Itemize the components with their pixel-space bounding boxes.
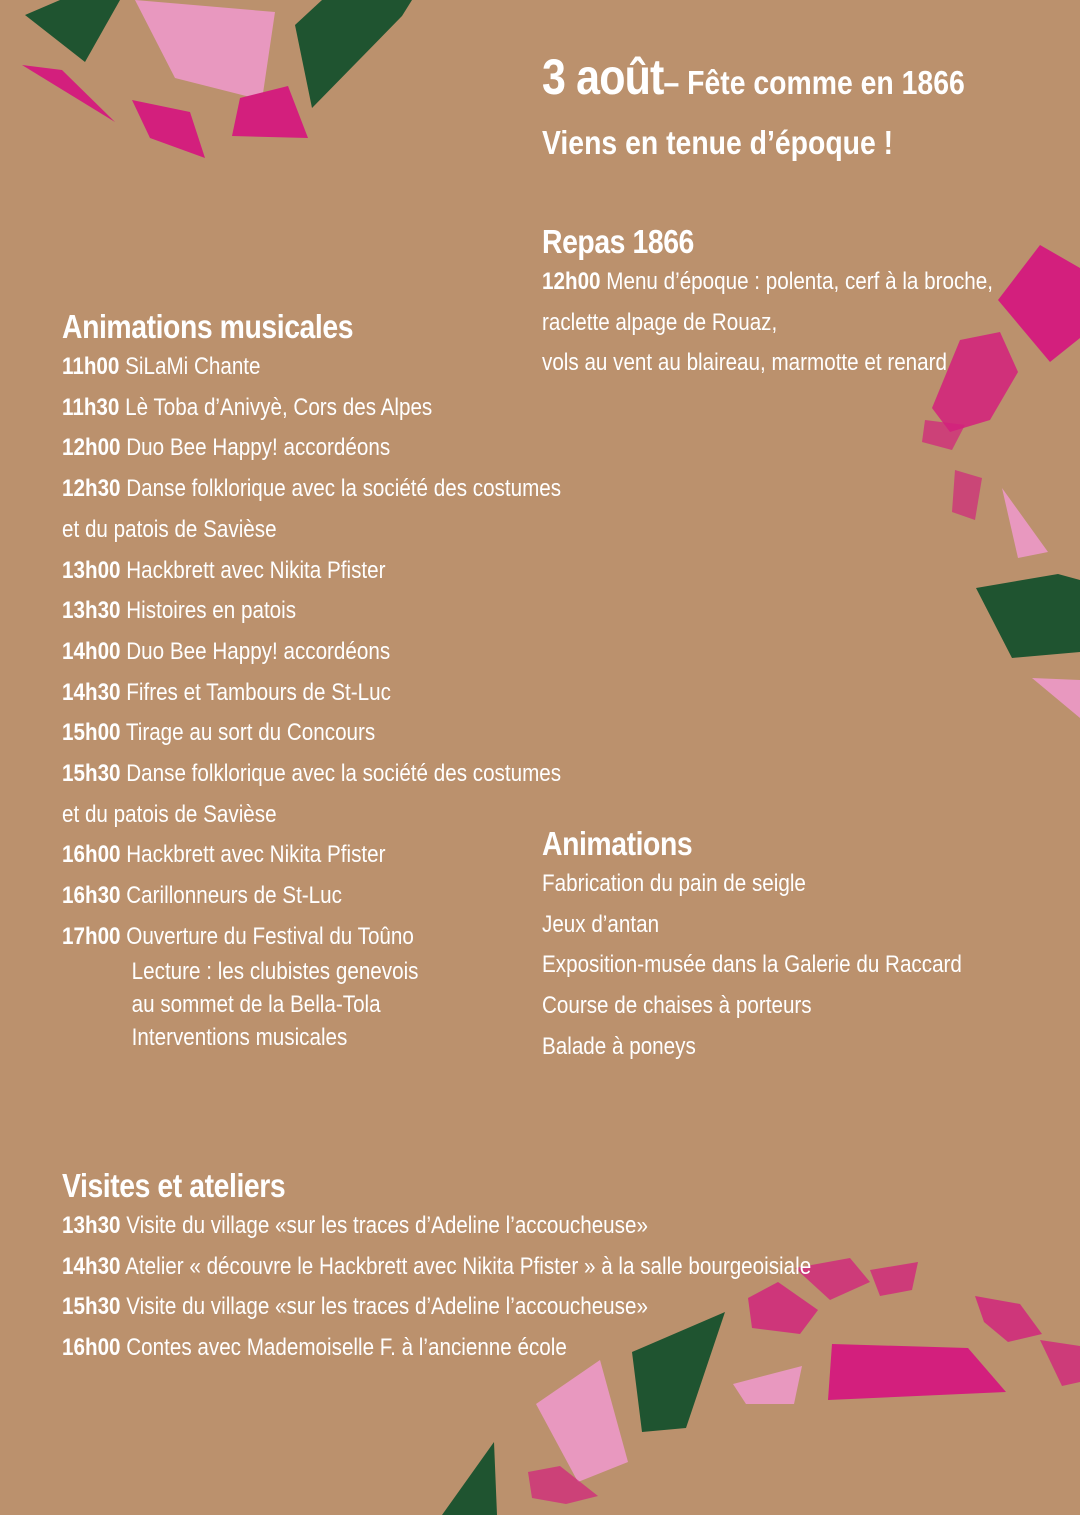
header (542, 46, 1034, 165)
schedule-item (62, 347, 561, 388)
schedule-item-time: 13h00 (62, 556, 121, 584)
schedule-item (62, 510, 561, 551)
animations-heading: Animations (542, 825, 693, 862)
repas-time: 12h00 (542, 268, 601, 295)
schedule-item-text: et du patois de Savièse (62, 800, 277, 828)
visites-list (62, 1206, 933, 1369)
visit-item-text: Visite du village «sur les traces d’Adeline l’accoucheuse» (126, 1293, 648, 1321)
schedule-item-time: 12h00 (62, 434, 121, 462)
repas-line (542, 262, 993, 303)
schedule-item-time: 11h00 (62, 353, 120, 380)
schedule-item-text: Hackbrett avec Nikita Pfister (126, 556, 386, 584)
musicales-subline: Lecture : les clubistes genevois (131, 957, 419, 985)
schedule-item-time: 16h30 (62, 882, 121, 910)
musicales-subline: au sommet de la Bella-Tola (131, 990, 381, 1018)
event-subtitle: Viens en tenue d’époque ! (542, 124, 894, 161)
animations-item: Balade à poneys (542, 1032, 696, 1060)
schedule-item-text: Duo Bee Happy! accordéons (126, 637, 391, 665)
schedule-item-text: Duo Bee Happy! accordéons (126, 434, 391, 462)
repas-line: raclette alpage de Rouaz, (542, 308, 778, 336)
schedule-item (62, 428, 561, 469)
animations-item: Exposition-musée dans la Galerie du Raccard (542, 951, 962, 979)
visit-item (62, 1328, 811, 1369)
visit-item-text: Atelier « découvre le Hackbrett avec Nikita Pfister » à la salle bourgeoisiale (125, 1252, 812, 1280)
visit-item (62, 1287, 811, 1328)
schedule-item (62, 591, 561, 632)
schedule-item-text: Lè Toba d’Anivyè, Cors des Alpes (125, 393, 433, 421)
visites-section (62, 1166, 933, 1369)
visit-item (62, 1247, 811, 1288)
schedule-item-text: Tirage au sort du Concours (125, 719, 376, 747)
schedule-item-time: 15h30 (62, 760, 121, 788)
schedule-item (62, 876, 561, 917)
schedule-item-text: SiLaMi Chante (125, 353, 261, 380)
schedule-item-time: 15h00 (62, 719, 121, 747)
event-title: – Fête comme en 1866 (663, 64, 965, 101)
visit-item-time: 16h00 (62, 1334, 121, 1362)
schedule-item (62, 632, 561, 673)
schedule-item-time: 17h00 (62, 922, 121, 950)
animations-item: Course de chaises à porteurs (542, 992, 812, 1020)
schedule-item-text: Hackbrett avec Nikita Pfister (126, 841, 386, 869)
schedule-item-time: 11h30 (62, 393, 120, 421)
schedule-item (62, 551, 561, 592)
musicales-subline: Interventions musicales (131, 1023, 348, 1051)
schedule-item (62, 917, 561, 958)
repas-heading: Repas 1866 (542, 223, 694, 260)
visit-item-time: 15h30 (62, 1293, 121, 1321)
schedule-item-time: 12h30 (62, 475, 121, 503)
schedule-item-text: Danse folklorique avec la société des costumes (126, 475, 562, 503)
schedule-item-text: Fifres et Tambours de St-Luc (126, 678, 391, 706)
schedule-item (62, 469, 561, 510)
schedule-item (62, 754, 561, 795)
schedule-item (62, 835, 561, 876)
event-date: 3 août (542, 49, 664, 105)
schedule-item-text: Ouverture du Festival du Toûno (126, 922, 414, 950)
visit-item-time: 13h30 (62, 1212, 121, 1239)
musicales-heading: Animations musicales (62, 308, 354, 345)
visit-item-text: Contes avec Mademoiselle F. à l’ancienne école (126, 1334, 567, 1362)
schedule-item (62, 388, 561, 429)
schedule-item-time: 16h00 (62, 841, 121, 869)
animations-item: Jeux d’antan (542, 910, 660, 938)
repas-line-text: Menu d’époque : polenta, cerf à la broche, (606, 268, 993, 295)
schedule-item-text: Histoires en patois (126, 597, 297, 625)
schedule-item-text: Danse folklorique avec la société des costumes (126, 760, 562, 788)
visit-item-text: Visite du village «sur les traces d’Adeline l’accoucheuse» (126, 1212, 648, 1239)
animations-section (542, 824, 1030, 1068)
animations-item: Fabrication du pain de seigle (542, 870, 806, 897)
schedule-item (62, 795, 561, 836)
schedule-item-text: Carillonneurs de St-Luc (126, 882, 342, 910)
title (542, 46, 965, 121)
schedule-item (62, 673, 561, 714)
schedule-item-time: 14h00 (62, 637, 121, 665)
visites-heading: Visites et ateliers (62, 1167, 286, 1204)
visit-item (62, 1206, 811, 1247)
schedule-item-time: 13h30 (62, 597, 121, 625)
schedule-item (62, 713, 561, 754)
visit-item-time: 14h30 (62, 1252, 121, 1280)
schedule-item-text: et du patois de Savièse (62, 515, 277, 543)
schedule-item-time: 14h30 (62, 678, 121, 706)
repas-line: vols au vent au blaireau, marmotte et renard (542, 349, 947, 377)
